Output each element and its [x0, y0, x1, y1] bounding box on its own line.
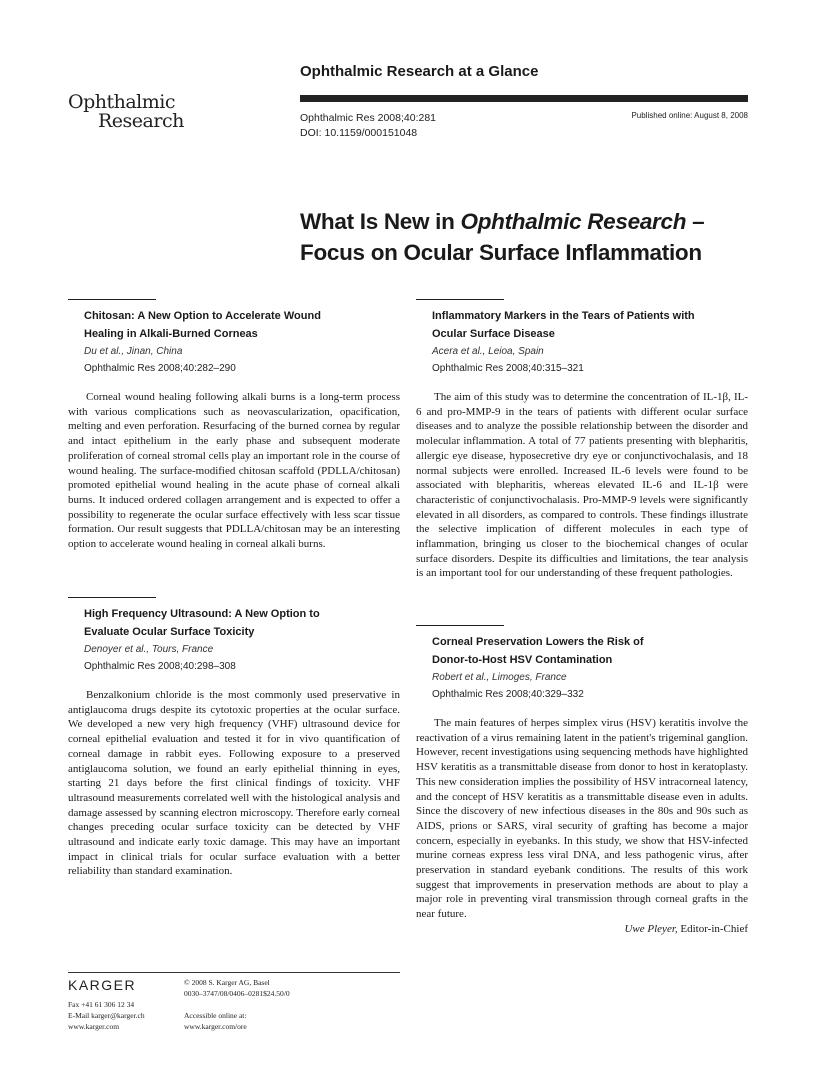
publisher-website[interactable]: www.karger.com: [68, 1022, 120, 1031]
article-abstract: The main features of herpes simplex virus (HSV) keratitis involve the reactivation of a virus remaining latent in the patient's trigeminal ganglion. However, recent investigations using sequencing methods have highlighted HSV keratitis as a transmittable disease from donor to host in keratoplasty. This new consideration implies the possibility of HSV intracorneal latency, and the concept of HSV keratitis as a transmittable disease even in adults. Since the discovery of new infectious diseases in the 80s and 90s such as AIDS, prions or SARS, viral security of grafting has become a major concern, especially in eyebanks. In this study, we show that HSV-infected murine corneas express less viral DNA, and less pathogenic virus, after preservation in standard eyebank conditions. The results of this work suggest that improvements in preservation methods are about to play a major role in preventing viral transmission through corneal grafts in the near future.: [416, 717, 748, 921]
article-abstract: The aim of this study was to determine the concentration of IL-1β, IL-6 and pro-MMP-9 in the tears of patients with different ocular surface diseases and to analyze the possible relationship between the disorder and molecular inflammation. A total of 77 patients presenting with blepharitis, allergic eye disease, hyposecretive dry eye or conjunctivochalasis, and 18 normal subjects were enrolled. Increased IL-6 levels were found to be associated with blepharitis, whereas elevated IL-6 and IL-1β were characteristic of conjunctivochalasis. Pro-MMP-9 levels were significantly elevated in all disorders, as compared to controls. These findings illustrate the selective implication of different molecules in each type of inflammation, bringing us closer to the biochemical changes of ocular surface disorders. Despite its difficulties and limitations, the tear analysis is an important tool for our understanding of these frequent pathologies.: [416, 391, 748, 580]
publisher-email[interactable]: E-Mail karger@karger.ch: [68, 1011, 145, 1020]
article-citation[interactable]: Ophthalmic Res 2008;40:315–321: [432, 363, 584, 374]
copyright-block: [184, 977, 290, 999]
article-abstract: Benzalkonium chloride is the most commonly used preservative in antiglaucoma drugs despite its cytotoxic properties at the ocular surface. We developed a new very high frequency (VHF) ultrasound device for corneal epithelial evaluation and tested it for in vivo quantification of corneal damage in rabbit eyes. Following exposure to a preserved antiglaucoma solution, we found an early epithelial thinning in eyes, starting 21 days before the first clinical findings of toxicity. VHF ultrasound measurements correlated well with the histological analysis and damage assessed by scanning electron microscopy. Therefore early corneal changes preceding ocular surface toxicity can be detected by VHF ultrasound and indicate early toxic damage. This may have an important impact in clinical trials for ocular surface evaluation with a better reliability than standard examination.: [68, 689, 400, 878]
article-authors: Denoyer et al., Tours, France: [84, 644, 214, 655]
article-title-line: Donor-to-Host HSV Contamination: [432, 653, 613, 666]
article-inflammatory-markers: [416, 299, 748, 581]
publisher-contact: [68, 999, 145, 1032]
doi[interactable]: DOI: 10.1159/000151048: [300, 127, 418, 139]
title-prefix: What Is New in: [300, 209, 461, 234]
article-ultrasound: [68, 597, 400, 879]
access-url[interactable]: www.karger.com/ore: [184, 1022, 247, 1031]
article-abstract: Corneal wound healing following alkali burns is a long-term process with various complications such as neovascularization, opacification, melting and even perforation. Resurfacing of the burned cornea by regular and intact epithelium in the early phase and subsequent moderate proliferation of corneal stromal cells play an important role in the course of wound healing. The surface-modified chitosan scaffold (PDLLA/chitosan) promoted epithelial wound healing in the acute phase of corneal alkali burns. It induced ordered collagen arrangement and is expected to offer a possibility to regenerate the ocular surface effectively with less scar tissue formation. Our result suggests that PDLLA/chitosan may be an interesting option to accelerate wound healing in corneal alkali burns.: [68, 391, 400, 551]
page-title: [300, 206, 704, 268]
title-dash: –: [686, 209, 705, 234]
article-title-line: Inflammatory Markers in the Tears of Patients with: [432, 310, 695, 322]
title-line-1: [300, 206, 704, 237]
editor-signature: [416, 923, 748, 935]
article-title-line: High Frequency Ultrasound: A New Option to: [84, 608, 320, 620]
article-corneal-preservation: [416, 625, 748, 935]
article-title-line: Ocular Surface Disease: [432, 327, 555, 340]
article-rule: [416, 625, 504, 626]
copyright-notice: © 2008 S. Karger AG, Basel: [184, 978, 270, 987]
access-label: Accessible online at:: [184, 1011, 247, 1020]
article-chitosan: [68, 299, 400, 552]
title-journal-name: Ophthalmic Research: [460, 209, 687, 234]
article-title: [432, 634, 748, 669]
article-title-line: Evaluate Ocular Surface Toxicity: [84, 625, 255, 638]
publisher-fax: Fax +41 61 306 12 34: [68, 1000, 135, 1009]
journal-logo: [68, 93, 184, 131]
journal-citation: Ophthalmic Res 2008;40:281: [300, 112, 437, 124]
logo-line-1: Ophthalmic: [68, 91, 175, 113]
article-citation[interactable]: Ophthalmic Res 2008;40:329–332: [432, 689, 584, 700]
article-rule: [68, 299, 156, 300]
published-date: Published online: August 8, 2008: [631, 111, 748, 120]
editor-name: Uwe Pleyer,: [624, 922, 678, 935]
issn-code: 0030–3747/08/0406–0281$24.50/0: [184, 989, 290, 998]
article-citation[interactable]: Ophthalmic Res 2008;40:282–290: [84, 363, 236, 374]
article-authors: Robert et al., Limoges, France: [432, 672, 567, 683]
editor-role: Editor-in-Chief: [677, 922, 748, 935]
journal-reference: [300, 111, 436, 141]
article-title: [432, 308, 748, 343]
article-title: [84, 606, 400, 641]
header-rule: [300, 95, 748, 102]
article-title-line: Chitosan: A New Option to Accelerate Wound: [84, 310, 321, 322]
article-rule: [416, 299, 504, 300]
logo-line-2: Research: [98, 110, 184, 132]
footer-rule: [68, 972, 400, 973]
article-rule: [68, 597, 156, 598]
article-citation[interactable]: Ophthalmic Res 2008;40:298–308: [84, 661, 236, 672]
article-title-line: Corneal Preservation Lowers the Risk of: [432, 636, 644, 648]
article-authors: Du et al., Jinan, China: [84, 346, 183, 357]
article-title: [84, 308, 400, 343]
publisher-logo: KARGER: [68, 977, 137, 993]
article-title-line: Healing in Alkali-Burned Corneas: [84, 327, 258, 340]
article-authors: Acera et al., Leioa, Spain: [432, 346, 544, 357]
section-title: Ophthalmic Research at a Glance: [300, 63, 539, 80]
online-access: [184, 1010, 247, 1032]
title-line-2: Focus on Ocular Surface Inflammation: [300, 240, 702, 265]
